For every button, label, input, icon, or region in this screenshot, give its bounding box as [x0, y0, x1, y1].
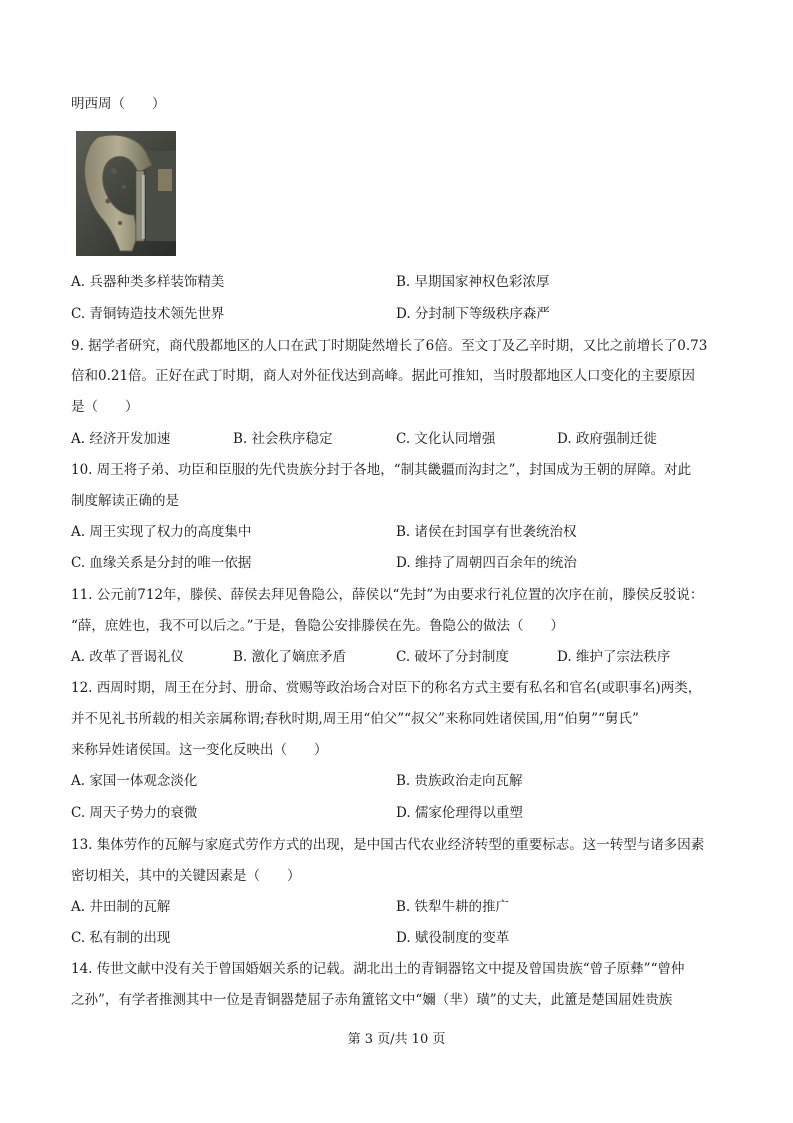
- page-footer: 第 3 页/共 10 页: [347, 1032, 446, 1047]
- q12-stem-line-1: 12. 西周时期，周王在分封、册命、赏赐等政治场合对臣下的称名方式主要有私名和官名(或职事名)两类，: [71, 680, 702, 696]
- question-8-stem-tail: 明西周（ ）: [71, 96, 166, 112]
- q9-stem-line-3: 是（ ）: [71, 399, 139, 415]
- q11-option-a: A. 改革了晋谒礼仪: [71, 649, 184, 665]
- q9-option-a: A. 经济开发加速: [71, 431, 171, 447]
- q12-option-d: D. 儒家伦理得以重塑: [396, 805, 523, 821]
- q10-option-b: B. 诸侯在封国享有世袭统治权: [396, 524, 577, 540]
- q8-option-d: D. 分封制下等级秩序森严: [396, 306, 550, 322]
- q12-option-b: B. 贵族政治走向瓦解: [396, 773, 523, 789]
- q11-stem-line-1: 11. 公元前712年，滕侯、薛侯去拜见鲁隐公，薛侯以“先封”为由要求行礼位置的次序在前，滕侯反驳说：: [71, 587, 704, 603]
- q11-option-b: B. 激化了嫡庶矛盾: [233, 649, 347, 665]
- q13-option-c: C. 私有制的出现: [71, 930, 171, 946]
- q9-option-c: C. 文化认同增强: [396, 431, 496, 447]
- bronze-axe-illustration: [76, 131, 176, 256]
- q12-stem-line-2: 并不见礼书所载的相关亲属称谓;春秋时期,周王用“伯父”“叔父”来称同姓诸侯国,用“伯舅”“舅氏”: [71, 711, 639, 727]
- q13-option-a: A. 井田制的瓦解: [71, 899, 171, 915]
- q11-stem-line-2: “薛，庶姓也，我不可以后之。”于是，鲁隐公安排滕侯在先。鲁隐公的做法（ ）: [71, 618, 565, 634]
- q12-stem-line-3: 来称异姓诸侯国。这一变化反映出（ ）: [71, 742, 328, 758]
- q9-option-b: B. 社会秩序稳定: [233, 431, 333, 447]
- q8-option-c: C. 青铜铸造技术领先世界: [71, 306, 225, 322]
- q9-stem-line-1: 9. 据学者研究，商代殷都地区的人口在武丁时期陡然增长了6倍。至文丁及乙辛时期，又比之前增长了0.73: [71, 338, 708, 354]
- q10-stem-line-1: 10. 周王将子弟、功臣和臣服的先代贵族分封于各地，“制其畿疆而沟封之”，封国成为王朝的屏障。对此: [71, 462, 692, 478]
- q14-stem-line-2: 之孙”，有学者推测其中一位是青铜器楚屈子赤角簠铭文中“嬭（芈）璜”的丈夫，此簠是楚国屈姓贵族: [71, 992, 673, 1008]
- q13-stem-line-1: 13. 集体劳作的瓦解与家庭式劳作方式的出现，是中国古代农业经济转型的重要标志。这一转型与诸多因素: [71, 837, 705, 853]
- q10-option-c: C. 血缘关系是分封的唯一依据: [71, 555, 252, 571]
- q10-option-d: D. 维持了周朝四百余年的统治: [396, 555, 577, 571]
- q11-option-c: C. 破坏了分封制度: [396, 649, 509, 665]
- q13-option-b: B. 铁犁牛耕的推广: [396, 899, 510, 915]
- q12-option-a: A. 家国一体观念淡化: [71, 773, 198, 789]
- q13-stem-line-2: 密切相关，其中的关键因素是（ ）: [71, 868, 301, 884]
- q8-option-b: B. 早期国家神权色彩浓厚: [396, 274, 550, 290]
- q10-option-a: A. 周王实现了权力的高度集中: [71, 524, 252, 540]
- q13-option-d: D. 赋役制度的变革: [396, 930, 510, 946]
- q10-stem-line-2: 制度解读正确的是: [71, 493, 179, 509]
- q8-option-a: A. 兵器种类多样装饰精美: [71, 274, 225, 290]
- q9-option-d: D. 政府强制迁徙: [557, 431, 657, 447]
- q9-stem-line-2: 倍和0.21倍。正好在武丁时期，商人对外征伐达到高峰。据此可推知，当时殷都地区人口变化的主要原因: [71, 368, 696, 384]
- bronze-artifact-image: [76, 131, 176, 256]
- q14-stem-line-1: 14. 传世文献中没有关于曾国婚姻关系的记载。湖北出土的青铜器铭文中提及曾国贵族“曾子原彝”“曾仲: [71, 961, 685, 977]
- q12-option-c: C. 周天子势力的衰微: [71, 805, 198, 821]
- q11-option-d: D. 维护了宗法秩序: [557, 649, 671, 665]
